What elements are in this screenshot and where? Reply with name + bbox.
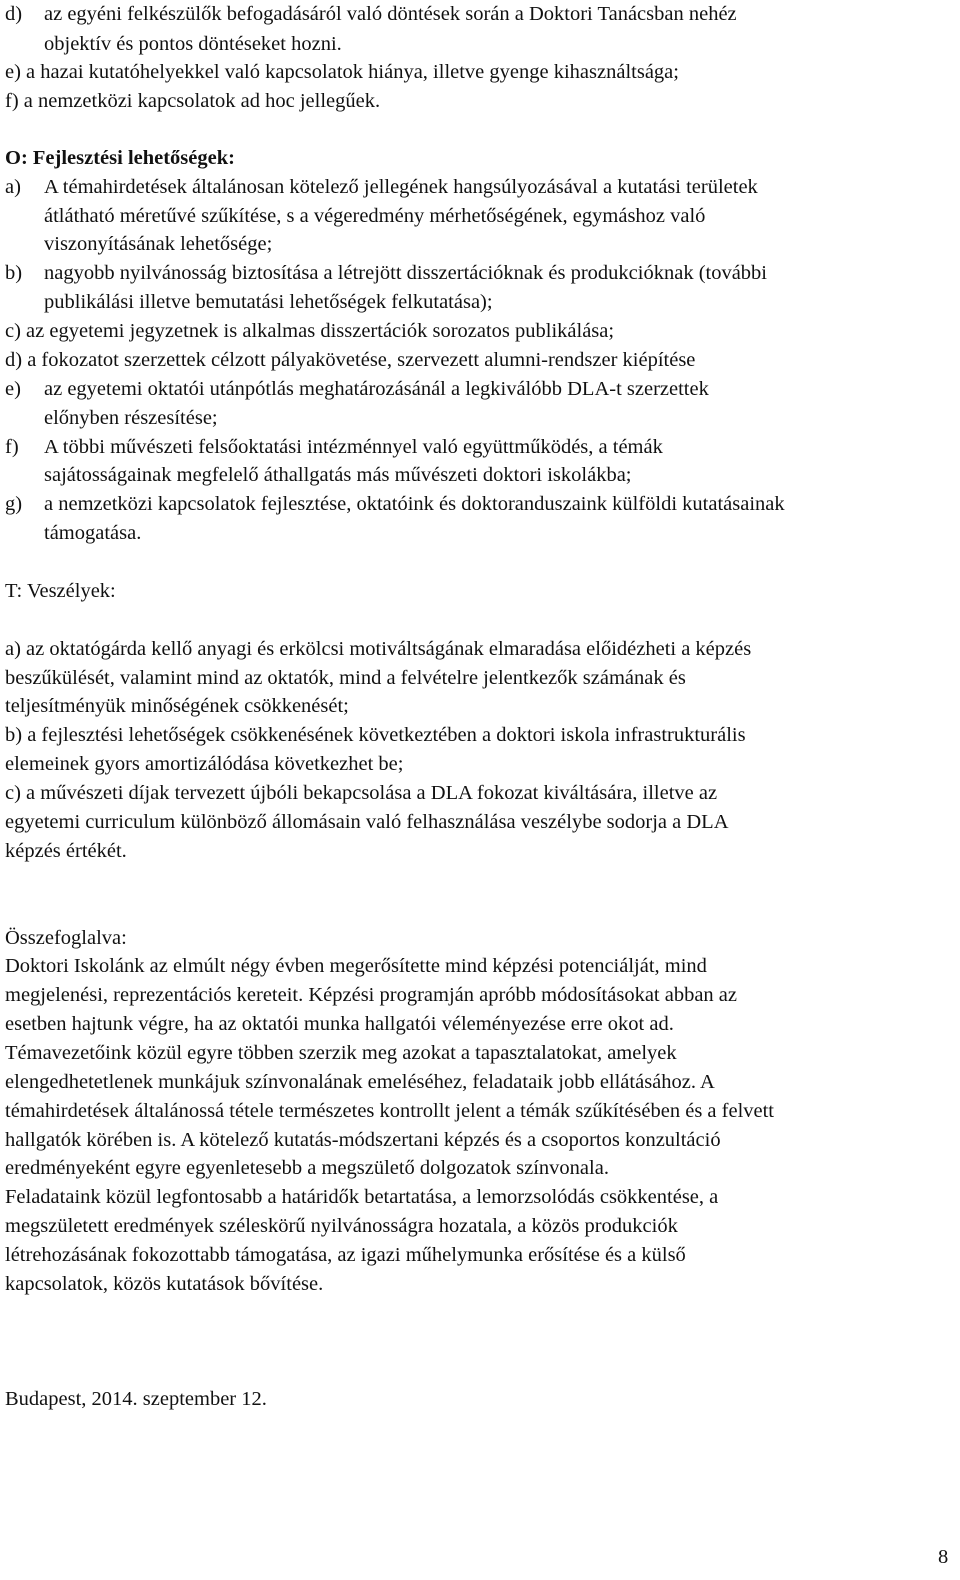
opp-a-line3: viszonyításának lehetősége; bbox=[44, 233, 273, 255]
summary-line: esetben hajtunk végre, ha az oktatói munka hallgatói véleményezése erre okot ad. bbox=[5, 1013, 674, 1035]
summary-line: Feladataink közül legfontosabb a határidők betartatása, a lemorzsolódás csökkentése, a bbox=[5, 1186, 719, 1208]
threat-a-line3: teljesítményük minőségének csökkenését; bbox=[5, 695, 349, 717]
summary-line: létrehozásának fokozottabb támogatása, az igazi műhelymunka erősítése és a külső bbox=[5, 1244, 686, 1266]
section-heading-summary: Összefoglalva: bbox=[5, 927, 127, 949]
page-number: 8 bbox=[938, 1546, 949, 1568]
summary-line: megszületett eredmények széleskörű nyilvánosságra hozatala, a közös produkciók bbox=[5, 1215, 678, 1237]
list-marker: g) bbox=[5, 493, 23, 515]
threat-b-line1: b) a fejlesztési lehetőségek csökkenésének következtében a doktori iskola infrastrukturális bbox=[5, 724, 746, 746]
place-date: Budapest, 2014. szeptember 12. bbox=[5, 1388, 267, 1410]
opp-e-line2: előnyben részesítése; bbox=[44, 407, 218, 429]
opp-b-line2: publikálási illetve bemutatási lehetőségek felkutatása); bbox=[44, 291, 493, 313]
list-marker: b) bbox=[5, 262, 23, 284]
summary-line: kapcsolatok, közös kutatások bővítése. bbox=[5, 1273, 324, 1295]
threat-a-line1: a) az oktatógárda kellő anyagi és erkölcsi motiváltságának elmaradása előidézheti a képzés bbox=[5, 638, 752, 660]
threat-a-line2: beszűkülését, valamint mind az oktatók, mind a felvételre jelentkezők számának és bbox=[5, 667, 686, 689]
threat-b-line2: elemeinek gyors amortizálódása következhet be; bbox=[5, 753, 404, 775]
list-item-d-line2: objektív és pontos döntéseket hozni. bbox=[44, 33, 342, 55]
summary-line: Témavezetőink közül egyre többen szerzik meg azokat a tapasztalatokat, amelyek bbox=[5, 1042, 677, 1064]
list-item-e: e) a hazai kutatóhelyekkel való kapcsolatok hiánya, illetve gyenge kihasználtsága; bbox=[5, 61, 679, 83]
list-marker: f) bbox=[5, 436, 19, 458]
opp-b-line1: nagyobb nyilvánosság biztosítása a létrejött disszertációknak és produkcióknak (további bbox=[44, 262, 768, 284]
summary-line: megjelenési, reprezentációs kereteit. Képzési programján apróbb módosításokat abban az bbox=[5, 984, 738, 1006]
list-item-d-line1: az egyéni felkészülők befogadásáról való döntések során a Doktori Tanácsban nehéz bbox=[44, 3, 737, 25]
opp-d: d) a fokozatot szerzettek célzott pályakövetése, szervezett alumni-rendszer kiépítése bbox=[5, 349, 696, 371]
list-marker: e) bbox=[5, 378, 21, 400]
list-item-f: f) a nemzetközi kapcsolatok ad hoc jellegűek. bbox=[5, 90, 381, 112]
list-marker: d) bbox=[5, 3, 23, 25]
list-marker: a) bbox=[5, 176, 21, 198]
threat-c-line3: képzés értékét. bbox=[5, 840, 127, 862]
threat-c-line2: egyetemi curriculum különböző állomásain való felhasználása veszélybe sodorja a DLA bbox=[5, 811, 729, 833]
summary-line: eredményeként egyre egyenletesebb a megszülető dolgozatok színvonala. bbox=[5, 1157, 609, 1179]
summary-line: Doktori Iskolánk az elmúlt négy évben megerősítette mind képzési potenciálját, mind bbox=[5, 955, 707, 977]
opp-c: c) az egyetemi jegyzetnek is alkalmas disszertációk sorozatos publikálása; bbox=[5, 320, 615, 342]
opp-g-line2: támogatása. bbox=[44, 522, 142, 544]
threat-c-line1: c) a művészeti díjak tervezett újbóli bekapcsolása a DLA fokozat kiváltására, illetve az bbox=[5, 782, 718, 804]
section-heading-threats: T: Veszélyek: bbox=[5, 580, 116, 602]
opp-a-line1: A témahirdetések általánosan kötelező jellegének hangsúlyozásával a kutatási területek bbox=[44, 176, 758, 198]
opp-e-line1: az egyetemi oktatói utánpótlás meghatározásánál a legkiválóbb DLA-t szerzettek bbox=[44, 378, 709, 400]
opp-a-line2: átlátható méretűvé szűkítése, s a végeredmény mérhetőségének, egymáshoz való bbox=[44, 205, 706, 227]
opp-g-line1: a nemzetközi kapcsolatok fejlesztése, oktatóink és doktoranduszaink külföldi kutatásainak bbox=[44, 493, 785, 515]
opp-f-line2: sajátosságainak megfelelő áthallgatás más művészeti doktori iskolákba; bbox=[44, 464, 632, 486]
summary-line: témahirdetések általánossá tétele természetes kontrollt jelent a témák szűkítésében és a felvett bbox=[5, 1100, 775, 1122]
opp-f-line1: A többi művészeti felsőoktatási intézménnyel való együttműködés, a témák bbox=[44, 436, 663, 458]
summary-line: elengedhetetlenek munkájuk színvonalának emeléséhez, feladataik jobb ellátásához. A bbox=[5, 1071, 715, 1093]
section-heading-opportunities: O: Fejlesztési lehetőségek: bbox=[5, 147, 235, 169]
summary-line: hallgatók körében is. A kötelező kutatás-módszertani képzés és a csoportos konzultáció bbox=[5, 1129, 721, 1151]
